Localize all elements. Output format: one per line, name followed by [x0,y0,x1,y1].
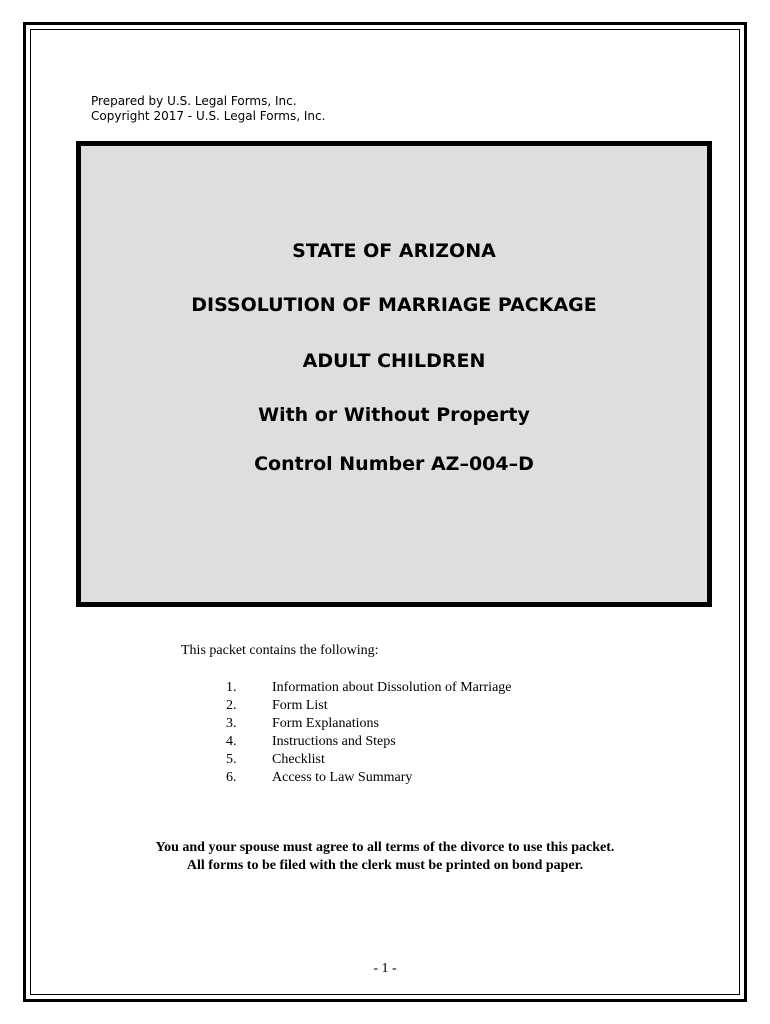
list-item-number: 1. [226,680,237,695]
prepared-by-line: Prepared by U.S. Legal Forms, Inc. [91,94,297,108]
list-item [222,679,512,697]
property-title: With or Without Property [258,404,530,426]
notice-line-bond-paper: All forms to be filed with the clerk must be printed on bond paper. [186,858,584,873]
package-title: DISSOLUTION OF MARRIAGE PACKAGE [191,294,597,316]
children-title: ADULT CHILDREN [302,350,486,372]
list-item [222,751,512,769]
list-item [222,697,512,715]
list-item-number: 6. [226,770,237,785]
list-item [222,715,512,733]
list-item-label: Checklist [272,752,325,767]
list-item-label: Access to Law Summary [272,770,413,785]
list-item-number: 2. [226,698,237,713]
preparer-block [91,94,325,124]
notice-line-agreement: You and your spouse must agree to all terms of the divorce to use this packet. [155,840,615,855]
list-item [222,733,512,751]
contents-intro: This packet contains the following: [181,643,379,658]
contents-list [222,679,512,787]
control-number: Control Number AZ–004–D [254,453,534,475]
title-box [76,141,712,607]
list-item [222,769,512,787]
list-item-number: 5. [226,752,237,767]
list-item-label: Form List [272,698,328,713]
notice-block [0,839,770,875]
list-item-number: 4. [226,734,237,749]
list-item-label: Instructions and Steps [272,734,396,749]
list-item-label: Form Explanations [272,716,379,731]
list-item-number: 3. [226,716,237,731]
state-title: STATE OF ARIZONA [292,240,496,262]
copyright-line: Copyright 2017 - U.S. Legal Forms, Inc. [91,109,326,123]
page-number: - 1 - [373,961,397,976]
list-item-label: Information about Dissolution of Marriage [272,680,512,695]
